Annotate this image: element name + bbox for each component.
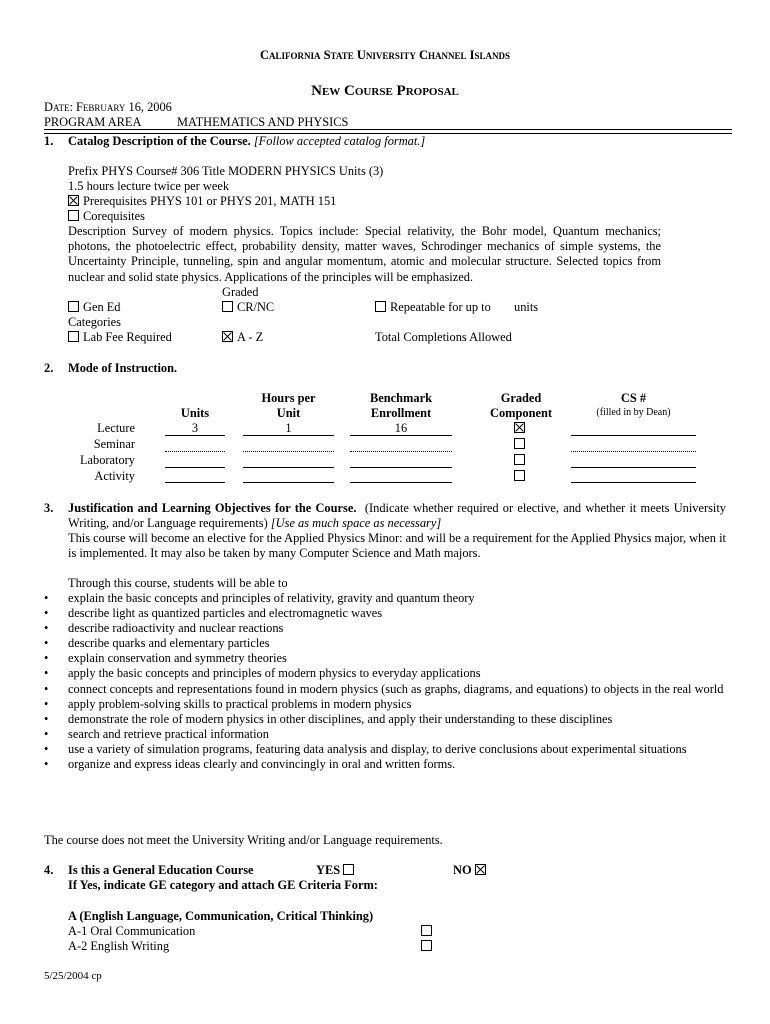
col-cs-header: CS # (620, 391, 647, 405)
repeatable-units-label: units (514, 300, 539, 314)
total-completions-label: Total Completions Allowed (375, 330, 512, 344)
row-activity-enrollment-field[interactable] (350, 482, 452, 483)
hours-line: 1.5 hours lecture twice per week (68, 179, 230, 193)
gen-ed-checkbox[interactable] (68, 301, 79, 312)
program-area-value: MATHEMATICS AND PHYSICS (177, 115, 349, 129)
objective-item: • apply problem-solving skills to practical problems in modern physics (44, 697, 734, 712)
ge-no-row (453, 863, 490, 878)
section-3-number: 3. (44, 501, 54, 515)
ge-a1-checkbox[interactable] (421, 925, 432, 936)
section-3-instruction: [Use as much space as necessary] (270, 516, 442, 531)
objectives-intro: Through this course, students will be able to (68, 576, 288, 590)
objective-item: • describe quarks and elementary particles (44, 636, 734, 651)
crnc-label: CR/NC (237, 300, 275, 314)
ge-question: Is this a General Education Course (68, 863, 254, 877)
row-laboratory-hours-field[interactable] (243, 467, 334, 468)
row-lecture-label: Lecture (97, 421, 135, 435)
row-activity-units-field[interactable] (165, 482, 225, 483)
section-2-heading: Mode of Instruction. (68, 361, 178, 375)
corequisites-row (68, 209, 145, 224)
repeatable-checkbox[interactable] (375, 301, 386, 312)
ge-a1-label: A-1 Oral Communication (68, 924, 196, 938)
form-title: New Course Proposal (311, 83, 459, 99)
program-area-label: PROGRAM AREA (44, 115, 142, 129)
section-3-header (68, 501, 726, 531)
corequisites-checkbox[interactable] (68, 210, 79, 221)
row-seminar-graded (514, 437, 529, 452)
row-activity-cs-field[interactable] (571, 482, 696, 483)
crnc-checkbox[interactable] (222, 301, 233, 312)
lab-fee-checkbox[interactable] (68, 331, 79, 342)
row-laboratory-units-field[interactable] (165, 467, 225, 468)
gen-ed-row (68, 300, 121, 315)
section-1-number: 1. (44, 134, 54, 148)
row-lecture-enrollment[interactable]: 16 (394, 421, 408, 435)
course-description: Description Survey of modern physics. Topics include: Special relativity, the Bohr model, Quantum mechanics; photons, the photoelectric effect, probability density, matter waves, Schrodinger mechanics of simple systems, the Uncertainty Principle, tunneling, spin and angular momentum, atomic and molecular structure. Selected topics from nuclear and solid state physics. Applications of the principles will be emphasized. (68, 224, 661, 284)
ge-followup: If Yes, indicate GE category and attach GE Criteria Form: (68, 878, 378, 892)
col-graded-header-1: Graded (500, 391, 542, 405)
objective-item: • use a variety of simulation programs, featuring data analysis and display, to derive conclusions about experimental situations (44, 742, 734, 757)
row-seminar-label: Seminar (93, 437, 135, 451)
justification-text: This course will become an elective for the Applied Physics Minor: and will be a requirement for the Applied Physics major, when it is implemented. It may also be taken by many Computer Science and Math majors. (68, 531, 726, 561)
row-lecture-enrollment-line (350, 435, 452, 436)
objective-item: • organize and express ideas clearly and convincingly in oral and written forms. (44, 757, 734, 772)
section-1-title: Catalog Description of the Course. (68, 134, 251, 148)
row-laboratory-enrollment-field[interactable] (350, 467, 452, 468)
prerequisites-label: Prerequisites PHYS 101 or PHYS 201, MATH 151 (83, 194, 337, 208)
university-name: California State University Channel Islands (259, 48, 511, 62)
section-2-number: 2. (44, 361, 54, 375)
row-lecture-units[interactable]: 3 (191, 421, 199, 435)
section-1-instruction: [Follow accepted catalog format.] (253, 134, 426, 148)
col-enrollment-header-1: Benchmark (370, 391, 432, 405)
ge-a2-cell (421, 939, 436, 954)
date-row (44, 100, 172, 115)
row-activity-label: Activity (94, 469, 135, 483)
ge-no-checkbox[interactable] (475, 864, 486, 875)
row-lecture-graded (514, 421, 529, 436)
row-seminar-cs-field[interactable] (571, 451, 696, 452)
gen-ed-label: Gen Ed (83, 300, 121, 314)
row-activity-graded-checkbox[interactable] (514, 470, 525, 481)
ge-category-heading: A (English Language, Communication, Critical Thinking) (68, 909, 374, 923)
ge-yes-label: YES (316, 863, 341, 877)
row-activity-graded (514, 469, 529, 484)
date-value: February 16, 2006 (76, 100, 172, 114)
row-seminar-enrollment-field[interactable] (350, 451, 452, 452)
categories-label: Categories (68, 315, 121, 329)
objectives-list (44, 591, 734, 772)
row-laboratory-graded-checkbox[interactable] (514, 454, 525, 465)
ge-a1-cell (421, 924, 436, 939)
section-3-intro: (Indicate whether required or elective, and whether it meets University Writing, and/or Language requirements) (68, 501, 726, 531)
course-line: Prefix PHYS Course# 306 Title MODERN PHYSICS Units (3) (68, 164, 384, 178)
objective-item: • describe radioactivity and nuclear reactions (44, 621, 734, 636)
row-seminar-units-field[interactable] (165, 451, 225, 452)
ge-yes-row (316, 863, 358, 878)
section-4-number: 4. (44, 863, 54, 877)
az-row (222, 330, 263, 345)
repeatable-row (375, 300, 491, 315)
ge-a2-checkbox[interactable] (421, 940, 432, 951)
objective-item: • apply the basic concepts and principles of modern physics to everyday applications (44, 666, 734, 681)
objective-item: • connect concepts and representations found in modern physics (such as graphs, diagrams, and equations) to objects in the real world (44, 682, 734, 697)
col-units-header: Units (180, 406, 210, 420)
ge-yes-checkbox[interactable] (343, 864, 354, 875)
graded-label: Graded (222, 285, 259, 299)
corequisites-label: Corequisites (83, 209, 145, 223)
row-activity-hours-field[interactable] (243, 482, 334, 483)
footer-stamp: 5/25/2004 cp (44, 970, 102, 982)
col-cs-note: (filled in by Dean) (596, 407, 671, 418)
objective-item: • describe light as quantized particles and electromagnetic waves (44, 606, 734, 621)
lab-fee-label: Lab Fee Required (83, 330, 172, 344)
prerequisites-row (68, 194, 336, 209)
row-laboratory-cs-field[interactable] (571, 467, 696, 468)
az-checkbox[interactable] (222, 331, 233, 342)
col-hours-header-2: Unit (276, 406, 301, 420)
col-enrollment-header-2: Enrollment (370, 406, 432, 420)
writing-requirement-note: The course does not meet the University Writing and/or Language requirements. (44, 833, 443, 847)
row-seminar-hours-field[interactable] (243, 451, 334, 452)
col-graded-header-2: Component (490, 406, 552, 420)
crnc-row (222, 300, 274, 315)
row-lecture-graded-checkbox[interactable] (514, 422, 525, 433)
row-lecture-units-line (165, 435, 225, 436)
row-laboratory-graded (514, 453, 529, 468)
objective-item: • explain conservation and symmetry theories (44, 651, 734, 666)
objective-item: • explain the basic concepts and principles of relativity, gravity and quantum theory (44, 591, 734, 606)
col-hours-header-1: Hours per (261, 391, 316, 405)
date-label: Date: (44, 100, 73, 114)
objective-item: • demonstrate the role of modern physics in other disciplines, and apply their understanding to these disciplines (44, 712, 734, 727)
ge-a2-label: A-2 English Writing (68, 939, 170, 953)
row-laboratory-label: Laboratory (79, 453, 135, 467)
lab-fee-row (68, 330, 172, 345)
repeatable-label: Repeatable for up to (390, 300, 491, 314)
az-label: A - Z (237, 330, 264, 344)
objective-item: • search and retrieve practical information (44, 727, 734, 742)
row-lecture-hours-line (243, 435, 334, 436)
row-lecture-cs-field[interactable] (571, 435, 696, 436)
section-3-title: Justification and Learning Objectives for the Course. (68, 501, 357, 515)
row-seminar-graded-checkbox[interactable] (514, 438, 525, 449)
prerequisites-checkbox[interactable] (68, 195, 79, 206)
row-lecture-hours[interactable]: 1 (285, 421, 292, 435)
ge-no-label: NO (453, 863, 472, 877)
section-1-heading (68, 134, 425, 149)
